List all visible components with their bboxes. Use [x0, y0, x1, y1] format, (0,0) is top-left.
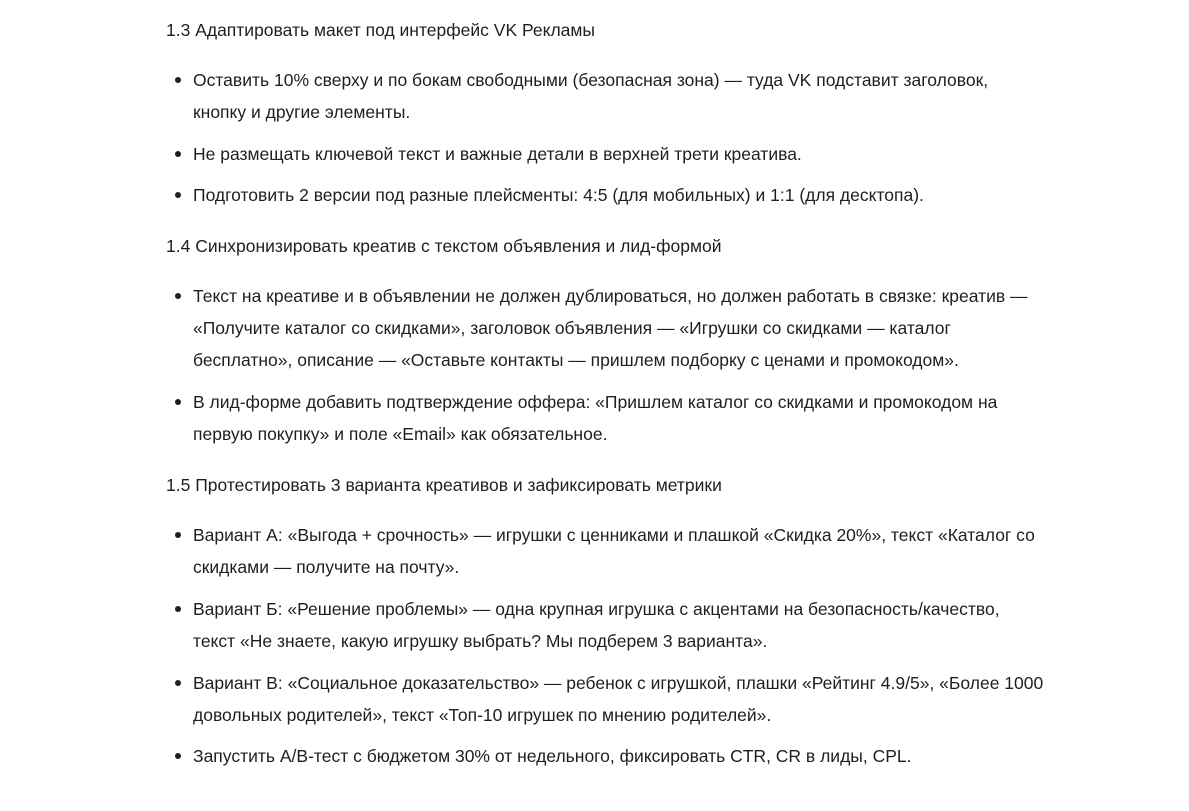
- list-item-text: Вариант Б: «Решение проблемы» — одна крупная игрушка с акцентами на безопасность/качество, текст «Не знаете, какую игрушку выбрать? Мы подберем 3 варианта».: [193, 599, 1000, 651]
- bullet-icon: [175, 77, 181, 83]
- list-item: [166, 138, 1046, 170]
- list-item: [166, 386, 1046, 450]
- bullet-icon: [175, 192, 181, 198]
- bullet-icon: [175, 680, 181, 686]
- section-list-1-5: [166, 519, 1046, 772]
- list-item-text: Не размещать ключевой текст и важные детали в верхней трети креатива.: [193, 144, 802, 164]
- bullet-icon: [175, 293, 181, 299]
- bullet-icon: [175, 532, 181, 538]
- list-item: [166, 519, 1046, 583]
- list-item: [166, 64, 1046, 128]
- list-item-text: Текст на креативе и в объявлении не должен дублироваться, но должен работать в связке: креатив — «Получите каталог со скидками», заголовок объявления — «Игрушки со скидками — каталог бесплатно», описание — «Оставьте контакты — пришлем подборку с ценами и промокодом».: [193, 286, 1028, 370]
- bullet-icon: [175, 399, 181, 405]
- list-item-text: Вариант А: «Выгода + срочность» — игрушки с ценниками и плашкой «Скидка 20%», текст «Каталог со скидками — получите на почту».: [193, 525, 1035, 577]
- list-item-text: Вариант В: «Социальное доказательство» — ребенок с игрушкой, плашки «Рейтинг 4.9/5», «Более 1000 довольных родителей», текст «Топ-10 игрушек по мнению родителей».: [193, 673, 1044, 725]
- bullet-icon: [175, 753, 181, 759]
- list-item: [166, 740, 1046, 772]
- section-list-1-4: [166, 280, 1046, 450]
- section-list-1-3: [166, 64, 1046, 211]
- list-item: [166, 280, 1046, 376]
- section-title-1-4: 1.4 Синхронизировать креатив с текстом объявления и лид-формой: [166, 236, 722, 256]
- list-item: [166, 667, 1046, 731]
- section-title-1-5: 1.5 Протестировать 3 варианта креативов и зафиксировать метрики: [166, 475, 722, 495]
- bullet-icon: [175, 606, 181, 612]
- document-body: [166, 0, 1046, 772]
- list-item: [166, 179, 1046, 211]
- list-item-text: Оставить 10% сверху и по бокам свободными (безопасная зона) — туда VK подставит заголовок, кнопку и другие элементы.: [193, 70, 989, 122]
- section-title-1-3: 1.3 Адаптировать макет под интерфейс VK Рекламы: [166, 20, 596, 40]
- list-item-text: Подготовить 2 версии под разные плейсменты: 4:5 (для мобильных) и 1:1 (для десктопа).: [193, 185, 924, 205]
- list-item: [166, 593, 1046, 657]
- list-item-text: Запустить A/B-тест с бюджетом 30% от недельного, фиксировать CTR, CR в лиды, CPL.: [193, 746, 912, 766]
- list-item-text: В лид-форме добавить подтверждение оффера: «Пришлем каталог со скидками и промокодом на первую покупку» и поле «Email» как обязательное.: [193, 392, 998, 444]
- bullet-icon: [175, 151, 181, 157]
